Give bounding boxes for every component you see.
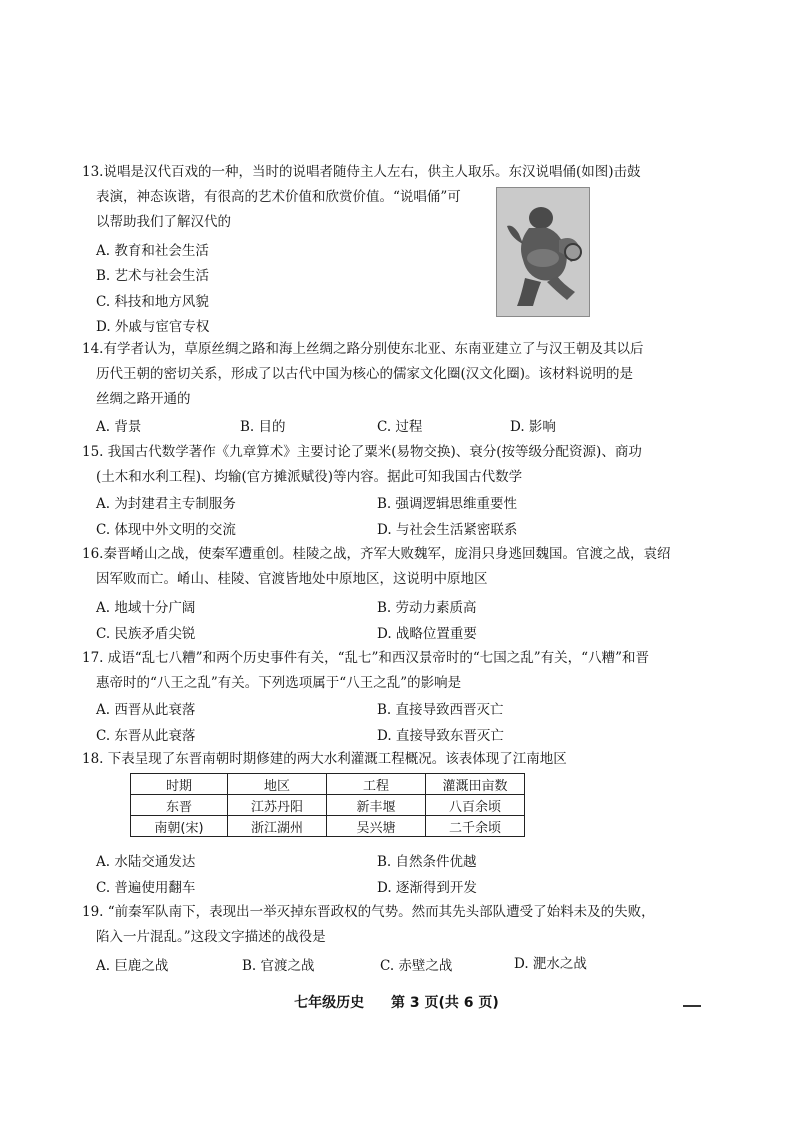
table-header-cell: 灌溉田亩数 [426,774,525,795]
question-18-option-d: D. 逐渐得到开发 [377,880,477,896]
question-19-line-1: 19. “前秦军队南下，表现出一举灭掉东晋政权的气势。然而其先头部队遭受了始料未及的失败， [82,904,655,920]
question-14-option-c: C. 过程 [377,419,423,435]
question-18-option-b: B. 自然条件优越 [377,854,477,870]
question-18-option-a: A. 水陆交通发达 [96,854,196,870]
question-19-option-b: B. 官渡之战 [242,958,315,974]
table-row [131,795,525,816]
irrigation-table [130,773,525,837]
question-19-option-a: A. 巨鹿之战 [96,958,169,974]
question-13-option-d: D. 外戚与宦官专权 [96,319,210,335]
question-19 [82,900,722,950]
question-16-option-a: A. 地域十分广阔 [96,600,196,616]
question-13-option-a: A. 教育和社会生活 [96,243,209,259]
table-cell: 南朝(宋) [131,816,228,837]
question-16-option-c: C. 民族矛盾尖锐 [96,626,196,642]
table-cell: 江苏丹阳 [228,795,327,816]
page-footer [0,992,793,1012]
question-14-line-3: 丝绸之路开通的 [96,391,191,407]
table-row [131,816,525,837]
storyteller-figurine-image [496,187,590,317]
question-15-option-b: B. 强调逻辑思维重要性 [377,496,518,512]
question-17-option-b: B. 直接导致西晋灭亡 [377,702,504,718]
question-13-option-b: B. 艺术与社会生活 [96,268,210,284]
question-14-option-d: D. 影响 [510,419,556,435]
scan-mark [683,1005,701,1007]
table-header-cell: 工程 [327,774,426,795]
question-17-option-a: A. 西晋从此衰落 [96,702,196,718]
question-17-line-1: 17. 成语“乱七八糟”和两个历史事件有关，“乱七”和西汉景帝时的“七国之乱”有关，“八糟”和晋 [82,650,649,666]
table-header-row [131,774,525,795]
question-13-line-1: 13.说唱是汉代百戏的一种，当时的说唱者随侍主人左右，供主人取乐。东汉说唱俑(如图)击鼓 [82,164,641,180]
question-14 [82,337,722,412]
question-18 [82,747,722,772]
question-15-option-c: C. 体现中外文明的交流 [96,522,236,538]
table-cell: 吴兴塘 [327,816,426,837]
question-14-option-a: A. 背景 [96,419,142,435]
question-16-line-2: 因军败而亡。崤山、桂陵、官渡皆地处中原地区，这说明中原地区 [96,571,488,587]
question-14-line-2: 历代王朝的密切关系，形成了以古代中国为核心的儒家文化圈(汉文化圈)。该材料说明的是 [96,366,634,382]
question-15-line-2: (土木和水利工程)、均输(官方摊派赋役)等内容。据此可知我国古代数学 [96,469,523,485]
footer-subject: 七年级历史 [294,995,365,1011]
table-cell: 浙江湖州 [228,816,327,837]
question-16 [82,542,722,592]
table-cell: 东晋 [131,795,228,816]
question-15 [82,440,722,490]
question-13-line-3: 以帮助我们了解汉代的 [96,214,231,230]
table-cell: 新丰堰 [327,795,426,816]
question-14-line-1: 14.有学者认为，草原丝绸之路和海上丝绸之路分别使东北亚、东南亚建立了与汉王朝及其以后 [82,341,644,357]
question-18-line-1: 18. 下表呈现了东晋南朝时期修建的两大水利灌溉工程概况。该表体现了江南地区 [82,751,567,767]
figurine-drawing [497,188,589,316]
table-header-cell: 时期 [131,774,228,795]
question-16-option-d: D. 战略位置重要 [377,626,477,642]
question-17-option-c: C. 东晋从此衰落 [96,728,196,744]
table-cell: 八百余顷 [426,795,525,816]
table-header-cell: 地区 [228,774,327,795]
question-13-line-2: 表演，神态诙谐，有很高的艺术价值和欣赏价值。“说唱俑”可 [96,189,461,205]
question-19-option-d: D. 淝水之战 [514,956,587,972]
question-17-option-d: D. 直接导致东晋灭亡 [377,728,504,744]
question-19-option-c: C. 赤壁之战 [380,958,453,974]
table-cell: 二千余顷 [426,816,525,837]
question-17-line-2: 惠帝时的“八王之乱”有关。下列选项属于“八王之乱”的影响是 [96,675,462,691]
question-16-line-1: 16.秦晋崤山之战，使秦军遭重创。桂陵之战，齐军大败魏军，庞涓只身逃回魏国。官渡之战，袁绍 [82,546,671,562]
question-16-option-b: B. 劳动力素质高 [377,600,477,616]
question-13 [82,160,722,235]
question-17 [82,646,722,696]
question-14-option-b: B. 目的 [240,419,286,435]
question-13-option-c: C. 科技和地方风貌 [96,294,209,310]
question-18-option-c: C. 普遍使用翻车 [96,880,196,896]
question-15-option-a: A. 为封建君主专制服务 [96,496,236,512]
question-19-line-2: 陷入一片混乱。”这段文字描述的战役是 [96,929,326,945]
question-15-line-1: 15. 我国古代数学著作《九章算术》主要讨论了粟米(易物交换)、衰分(按等级分配资源)、商功 [82,444,642,460]
footer-page-number: 第 3 页(共 6 页) [391,995,499,1011]
question-15-option-d: D. 与社会生活紧密联系 [377,522,518,538]
